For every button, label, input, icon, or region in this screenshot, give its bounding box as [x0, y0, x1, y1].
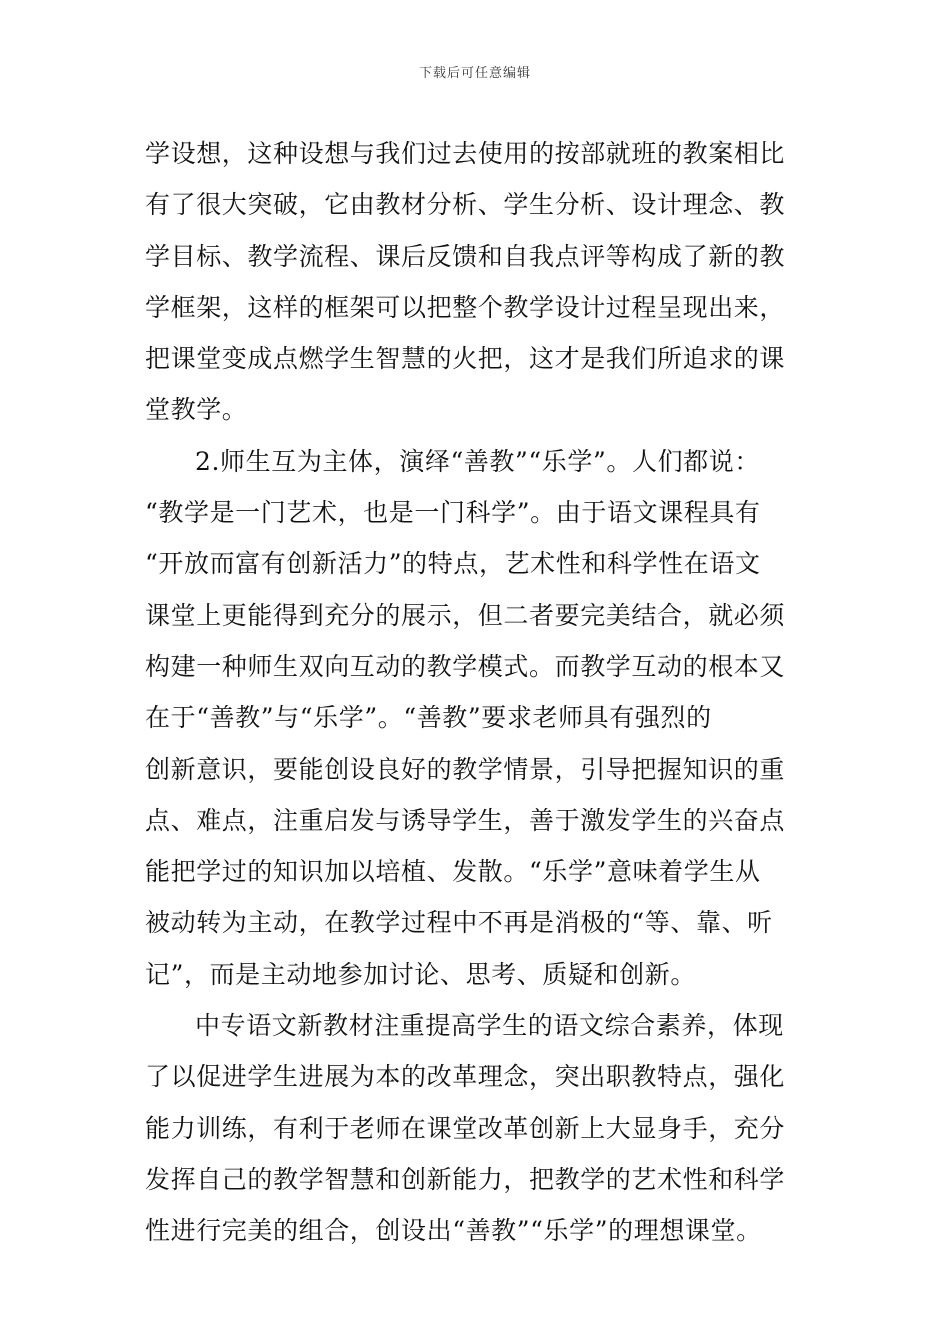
- text-line: 能力训练，有利于老师在课堂改革创新上大显身手，充分: [145, 1113, 786, 1143]
- text-line: 构建一种师生双向互动的教学模式。而教学互动的根本又: [145, 651, 786, 681]
- text-line: 点、难点，注重启发与诱导学生，善于激发学生的兴奋点: [145, 805, 786, 835]
- text-line: 把课堂变成点燃学生智慧的火把，这才是我们所追求的课: [145, 344, 786, 374]
- text-line: 在于“善教”与“乐学”。“善教”要求老师具有强烈的: [145, 703, 712, 733]
- document-body: [145, 128, 810, 1257]
- text-line: 能把学过的知识加以培植、发散。“乐学”意味着学生从: [145, 857, 761, 887]
- page-header: 下载后可任意编辑: [418, 66, 531, 81]
- text-line: 了以促进学生进展为本的改革理念，突出职教特点，强化: [145, 1062, 786, 1092]
- text-line: 被动转为主动，在教学过程中不再是消极的“等、靠、听: [145, 908, 773, 938]
- text-line: 有了很大突破，它由教材分析、学生分析、设计理念、教: [145, 190, 786, 220]
- text-line: 创新意识，要能创设良好的教学情景，引导把握知识的重: [145, 754, 786, 784]
- text-line: 中专语文新教材注重提高学生的语文综合素养，体现: [195, 1011, 784, 1041]
- text-line: 记”，而是主动地参加讨论、思考、质疑和创新。: [145, 959, 696, 989]
- text-line: 课堂上更能得到充分的展示，但二者要完美结合，就必须: [145, 600, 786, 630]
- text-line: 学框架，这样的框架可以把整个教学设计过程呈现出来，: [145, 292, 786, 322]
- text-line: 性进行完美的组合，创设出“善教”“乐学”的理想课堂。: [145, 1216, 762, 1246]
- text-line: “教学是一门艺术，也是一门科学”。由于语文课程具有: [145, 498, 761, 528]
- text-line: 学目标、教学流程、课后反馈和自我点评等构成了新的教: [145, 241, 786, 271]
- text-line: 发挥自己的教学智慧和创新能力，把教学的艺术性和科学: [145, 1164, 786, 1194]
- text-line: 学设想，这种设想与我们过去使用的按部就班的教案相比: [145, 139, 786, 168]
- text-line: “开放而富有创新活力”的特点，艺术性和科学性在语文: [145, 549, 761, 579]
- text-line: 堂教学。: [145, 395, 248, 425]
- text-line: 2.师生互为主体，演绎“善教”“乐学”。人们都说：: [195, 446, 760, 476]
